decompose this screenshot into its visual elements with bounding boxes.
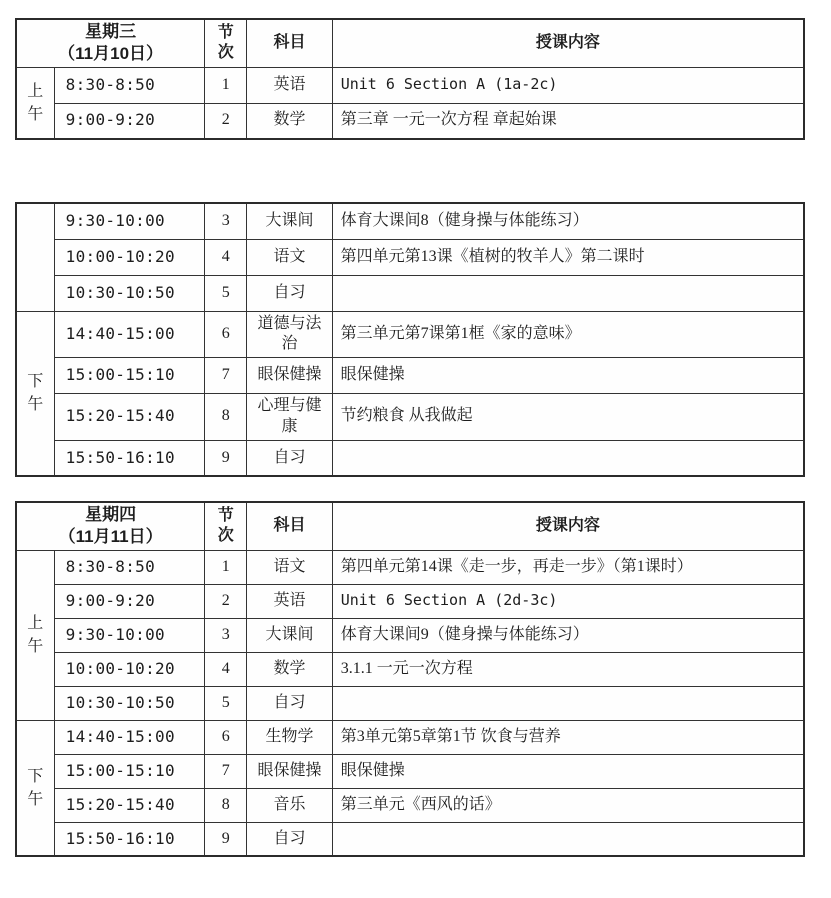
subject-cell: 大课间 (247, 203, 332, 239)
period-cell: 3 (205, 203, 247, 239)
period-cell: 7 (205, 754, 247, 788)
period-cell: 9 (205, 822, 247, 856)
period-cell: 4 (205, 239, 247, 275)
schedule-table-thursday (15, 501, 805, 857)
schedule-row (16, 550, 804, 584)
schedule-row (16, 652, 804, 686)
period-cell: 1 (205, 550, 247, 584)
schedule-row (16, 754, 804, 788)
time-cell: 8:30-8:50 (54, 550, 205, 584)
period-cell: 8 (205, 788, 247, 822)
content-cell (332, 686, 804, 720)
subject-cell: 自习 (247, 440, 332, 476)
time-cell: 10:00-10:20 (54, 239, 205, 275)
schedule-row (16, 203, 804, 239)
day-title: 星期三 (85, 22, 137, 42)
schedule-row (16, 822, 804, 856)
time-cell: 15:50-16:10 (54, 440, 205, 476)
schedule-row (16, 275, 804, 311)
subject-cell: 英语 (247, 584, 332, 618)
schedule-row (16, 686, 804, 720)
schedule-row (16, 239, 804, 275)
period-cell: 2 (205, 584, 247, 618)
period-cell: 1 (205, 67, 247, 103)
content-cell: Unit 6 Section A (2d-3c) (332, 584, 804, 618)
subject-cell: 大课间 (247, 618, 332, 652)
column-header-content: 授课内容 (332, 19, 804, 67)
period-cell: 9 (205, 440, 247, 476)
schedule-table-wednesday-continuation (15, 202, 805, 477)
schedule-row (16, 618, 804, 652)
session-am-cell: 上午 (16, 550, 54, 720)
content-cell: 第三单元第7课第1框《家的意味》 (332, 311, 804, 358)
column-header-subject: 科目 (247, 502, 332, 550)
schedule-row (16, 394, 804, 441)
time-cell: 15:00-15:10 (54, 754, 205, 788)
session-pm-cell: 下午 (16, 720, 54, 856)
session-am-cell: 上午 (16, 67, 54, 139)
subject-cell: 数学 (247, 103, 332, 139)
time-cell: 9:30-10:00 (54, 203, 205, 239)
schedule-row (16, 103, 804, 139)
period-cell: 7 (205, 358, 247, 394)
column-header-period: 节次 (205, 19, 247, 67)
subject-cell: 语文 (247, 550, 332, 584)
period-cell: 5 (205, 275, 247, 311)
content-cell: 体育大课间8（健身操与体能练习） (332, 203, 804, 239)
content-cell (332, 822, 804, 856)
time-cell: 9:00-9:20 (54, 584, 205, 618)
column-header-period: 节次 (205, 502, 247, 550)
schedule-row (16, 584, 804, 618)
schedule-row (16, 67, 804, 103)
period-cell: 4 (205, 652, 247, 686)
time-cell: 10:00-10:20 (54, 652, 205, 686)
subject-cell: 英语 (247, 67, 332, 103)
subject-cell: 道德与法治 (247, 311, 332, 358)
content-cell: 第三单元《西风的话》 (332, 788, 804, 822)
period-cell: 8 (205, 394, 247, 441)
subject-cell: 自习 (247, 822, 332, 856)
schedule-row (16, 311, 804, 358)
content-cell: 第四单元第13课《植树的牧羊人》第二课时 (332, 239, 804, 275)
period-cell: 6 (205, 311, 247, 358)
period-cell: 2 (205, 103, 247, 139)
period-cell: 6 (205, 720, 247, 754)
time-cell: 15:20-15:40 (54, 394, 205, 441)
period-cell: 5 (205, 686, 247, 720)
content-cell (332, 275, 804, 311)
wednesday-day-header (16, 19, 205, 67)
wednesday-header-row (16, 19, 804, 67)
content-cell: 眼保健操 (332, 358, 804, 394)
schedule-row (16, 358, 804, 394)
day-title: 星期四 (85, 505, 137, 525)
content-cell (332, 440, 804, 476)
time-cell: 15:50-16:10 (54, 822, 205, 856)
subject-cell: 生物学 (247, 720, 332, 754)
schedule-table-wednesday-top (15, 18, 805, 140)
subject-cell: 音乐 (247, 788, 332, 822)
time-cell: 9:00-9:20 (54, 103, 205, 139)
subject-cell: 自习 (247, 686, 332, 720)
thursday-day-header (16, 502, 205, 550)
day-date: （11月10日） (58, 44, 164, 64)
session-am-continuation-cell (16, 203, 54, 311)
content-cell: 第三章 一元一次方程 章起始课 (332, 103, 804, 139)
column-header-subject: 科目 (247, 19, 332, 67)
time-cell: 15:20-15:40 (54, 788, 205, 822)
time-cell: 10:30-10:50 (54, 275, 205, 311)
time-cell: 14:40-15:00 (54, 720, 205, 754)
subject-cell: 自习 (247, 275, 332, 311)
time-cell: 14:40-15:00 (54, 311, 205, 358)
subject-cell: 心理与健康 (247, 394, 332, 441)
content-cell: 3.1.1 一元一次方程 (332, 652, 804, 686)
schedule-row (16, 440, 804, 476)
content-cell: 第3单元第5章第1节 饮食与营养 (332, 720, 804, 754)
session-pm-cell: 下午 (16, 311, 54, 476)
day-date: （11月11日） (58, 527, 163, 547)
period-cell: 3 (205, 618, 247, 652)
page (0, 18, 831, 898)
time-cell: 15:00-15:10 (54, 358, 205, 394)
column-header-content: 授课内容 (332, 502, 804, 550)
schedule-row (16, 720, 804, 754)
time-cell: 8:30-8:50 (54, 67, 205, 103)
content-cell: 体育大课间9（健身操与体能练习） (332, 618, 804, 652)
subject-cell: 语文 (247, 239, 332, 275)
content-cell: 节约粮食 从我做起 (332, 394, 804, 441)
time-cell: 9:30-10:00 (54, 618, 205, 652)
subject-cell: 眼保健操 (247, 358, 332, 394)
content-cell: 第四单元第14课《走一步，再走一步》（第1课时） (332, 550, 804, 584)
schedule-row (16, 788, 804, 822)
content-cell: 眼保健操 (332, 754, 804, 788)
thursday-header-row (16, 502, 804, 550)
content-cell: Unit 6 Section A (1a-2c) (332, 67, 804, 103)
subject-cell: 眼保健操 (247, 754, 332, 788)
subject-cell: 数学 (247, 652, 332, 686)
time-cell: 10:30-10:50 (54, 686, 205, 720)
